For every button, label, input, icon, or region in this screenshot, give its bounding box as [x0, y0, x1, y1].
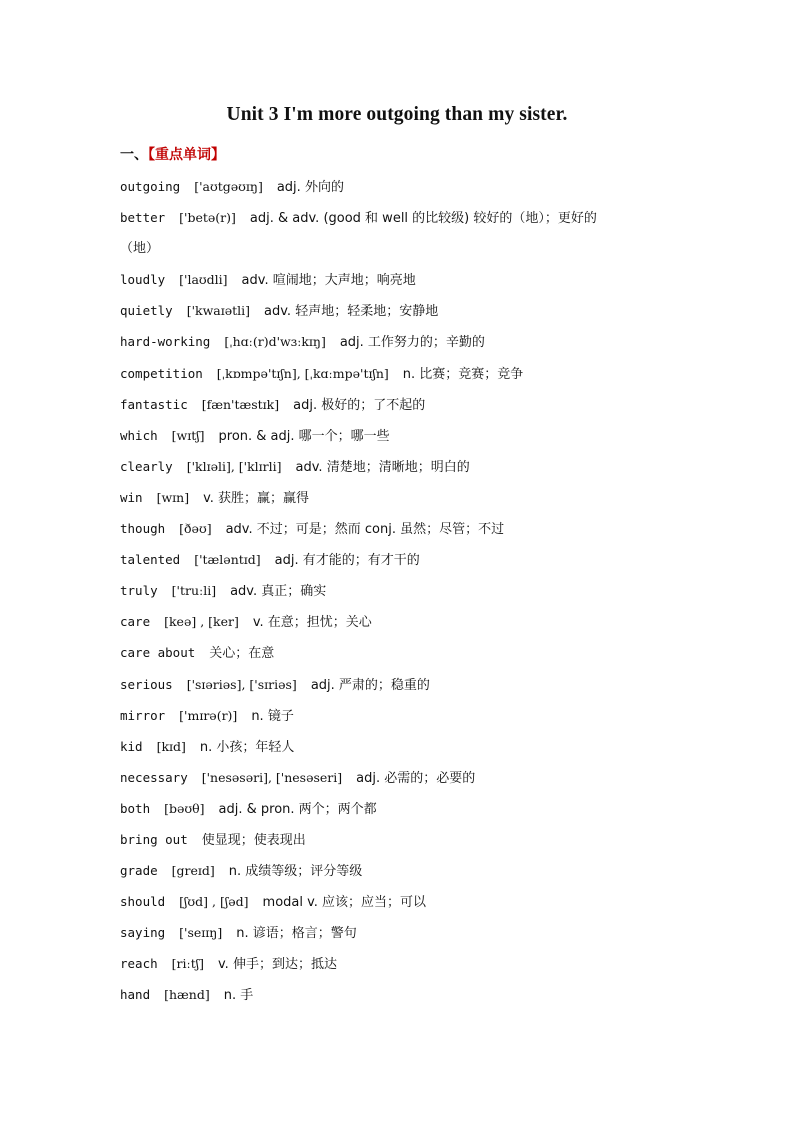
vocab-meaning: adv. 轻声地；轻柔地；安静地 — [264, 304, 439, 320]
vocab-line — [120, 606, 680, 637]
vocab-line — [120, 513, 680, 544]
vocab-word: truly — [120, 583, 158, 599]
vocab-word: kid — [120, 738, 143, 754]
vocab-word: clearly — [120, 458, 173, 474]
vocab-meaning: adj. 外向的 — [276, 180, 344, 195]
vocab-meaning: n. 比赛；竞赛；竞争 — [402, 366, 524, 382]
page-title: Unit 3 I'm more outgoing than my sister. — [226, 104, 568, 125]
vocab-word: loudly — [120, 272, 166, 288]
vocab-meaning: adv. 清楚地；清晰地；明白的 — [295, 459, 470, 475]
vocab-word: mirror — [120, 707, 166, 723]
vocab-word: both — [120, 800, 151, 816]
vocab-meaning: pron. & adj. 哪一个；哪一些 — [218, 428, 390, 444]
vocab-word: though — [120, 521, 166, 537]
section-heading — [120, 144, 225, 164]
vocab-meaning: modal v. 应该；应当；可以 — [262, 895, 427, 911]
vocab-word: win — [120, 489, 143, 505]
vocab-word: better — [120, 210, 166, 226]
vocab-phonetic: [hænd] — [164, 987, 210, 1003]
vocab-phonetic: [wɪtʃ] — [171, 427, 205, 443]
vocab-meaning: （地） — [120, 241, 160, 257]
vocab-phonetic: ['aʊtgəʊɪŋ] — [194, 179, 263, 194]
vocab-word: saying — [120, 925, 166, 941]
vocab-line — [120, 420, 680, 451]
vocab-meaning: v. 获胜；赢；赢得 — [203, 490, 310, 506]
vocab-meaning: 关心；在意 — [209, 646, 275, 662]
vocab-line — [120, 793, 680, 824]
vocab-word: necessary — [120, 769, 188, 785]
vocab-meaning: n. 谚语；格言；警句 — [236, 926, 357, 942]
vocab-word: care — [120, 614, 151, 630]
vocab-word: serious — [120, 676, 173, 692]
vocab-word: bring out — [120, 831, 188, 847]
vocab-meaning: 使显现；使表现出 — [201, 832, 306, 848]
vocab-meaning: n. 手 — [223, 988, 254, 1004]
vocab-meaning: adj. & pron. 两个；两个都 — [218, 801, 377, 817]
vocab-word: outgoing — [120, 179, 181, 194]
vocab-word: talented — [120, 552, 181, 568]
vocab-line — [120, 762, 680, 793]
vocab-word: hard-working — [120, 334, 211, 350]
vocab-phonetic: ['seɪɪŋ] — [179, 925, 223, 941]
vocab-line — [120, 544, 680, 575]
vocab-phonetic: [wɪn] — [156, 489, 190, 505]
vocab-line — [120, 917, 680, 948]
section-number: 一、 — [120, 147, 148, 163]
vocab-phonetic: [bəʊθ] — [164, 800, 205, 816]
vocab-meaning: adj. 极好的；了不起的 — [293, 397, 426, 413]
vocab-line — [120, 824, 680, 855]
vocab-phonetic: [ˌkɒmpə'tɪʃn], [ˌkɑːmpə'tɪʃn] — [216, 365, 389, 381]
vocab-line — [120, 295, 680, 326]
vocab-line — [120, 575, 680, 606]
vocab-meaning: adj. 必需的；必要的 — [356, 770, 476, 786]
vocab-phonetic: [kɪd] — [156, 738, 186, 754]
vocab-phonetic: ['klɪəli], ['klɪrli] — [186, 458, 282, 474]
vocab-meaning: adj. 工作努力的；辛勤的 — [339, 335, 485, 351]
vocab-line — [120, 171, 680, 202]
vocabulary-list — [120, 171, 680, 1011]
vocab-word: competition — [120, 365, 203, 381]
vocab-meaning: v. 在意；担忧；关心 — [252, 615, 372, 631]
vocab-meaning: adj. & adv. (good 和 well 的比较级) 较好的（地）；更好的 — [249, 211, 597, 227]
vocab-meaning: adv. 真正；确实 — [230, 584, 327, 600]
vocab-phonetic: [riːtʃ] — [171, 956, 204, 972]
vocab-word: quietly — [120, 303, 173, 319]
vocab-line — [120, 948, 680, 979]
vocab-word: should — [120, 894, 166, 910]
vocab-phonetic: [ˌhɑː(r)d'wɜːkɪŋ] — [224, 334, 326, 350]
section-label: 【重点单词】 — [148, 147, 225, 163]
vocab-word: grade — [120, 863, 158, 879]
vocab-phonetic: [greɪd] — [171, 863, 215, 879]
vocab-phonetic: ['kwaɪətli] — [186, 303, 251, 319]
vocab-phonetic: ['truːli] — [171, 583, 217, 599]
vocab-meaning: v. 伸手；到达；抵达 — [218, 957, 337, 973]
vocab-meaning: adj. 有才能的；有才干的 — [274, 553, 420, 569]
vocab-line — [120, 202, 680, 233]
vocab-phonetic: [keə] , [ker] — [164, 614, 239, 630]
vocab-phonetic: ['tæləntɪd] — [194, 552, 261, 568]
vocab-word: which — [120, 427, 158, 443]
vocab-word: care about — [120, 645, 196, 661]
vocab-meaning: n. 小孩；年轻人 — [199, 739, 295, 755]
vocab-phonetic: ['betə(r)] — [179, 210, 236, 226]
vocab-line — [120, 358, 680, 389]
vocab-line — [120, 731, 680, 762]
vocab-phonetic: ['mɪrə(r)] — [179, 707, 238, 723]
vocab-line — [120, 700, 680, 731]
vocab-line — [120, 451, 680, 482]
vocab-phonetic: ['laʊdli] — [179, 272, 228, 288]
vocab-line — [120, 855, 680, 886]
vocab-meaning: n. 镜子 — [251, 708, 294, 724]
vocab-line — [120, 979, 680, 1010]
vocab-line — [120, 326, 680, 357]
vocab-meaning: adv. 不过；可是；然而 conj. 虽然；尽管；不过 — [225, 522, 505, 538]
vocab-line — [120, 482, 680, 513]
vocab-word: fantastic — [120, 396, 188, 412]
vocab-phonetic: ['nesəsəri], ['nesəseri] — [201, 769, 343, 785]
vocab-phonetic: [fæn'tæstɪk] — [201, 396, 280, 412]
vocab-phonetic: ['sɪəriəs], ['sɪriəs] — [186, 676, 297, 692]
vocab-meaning: adj. 严肃的；稳重的 — [310, 677, 430, 693]
vocab-word: reach — [120, 956, 158, 972]
vocab-line — [120, 389, 680, 420]
vocab-phonetic: [ʃʊd] , [ʃəd] — [179, 894, 249, 910]
vocab-line — [120, 886, 680, 917]
vocab-line — [120, 669, 680, 700]
vocab-meaning: adv. 喧闹地；大声地；响亮地 — [241, 273, 416, 289]
vocab-word: hand — [120, 987, 151, 1003]
vocab-meaning: n. 成绩等级；评分等级 — [228, 864, 363, 880]
vocab-line — [120, 637, 680, 668]
vocab-line — [120, 233, 680, 264]
vocab-phonetic: [ðəʊ] — [179, 521, 212, 537]
vocab-line — [120, 264, 680, 295]
